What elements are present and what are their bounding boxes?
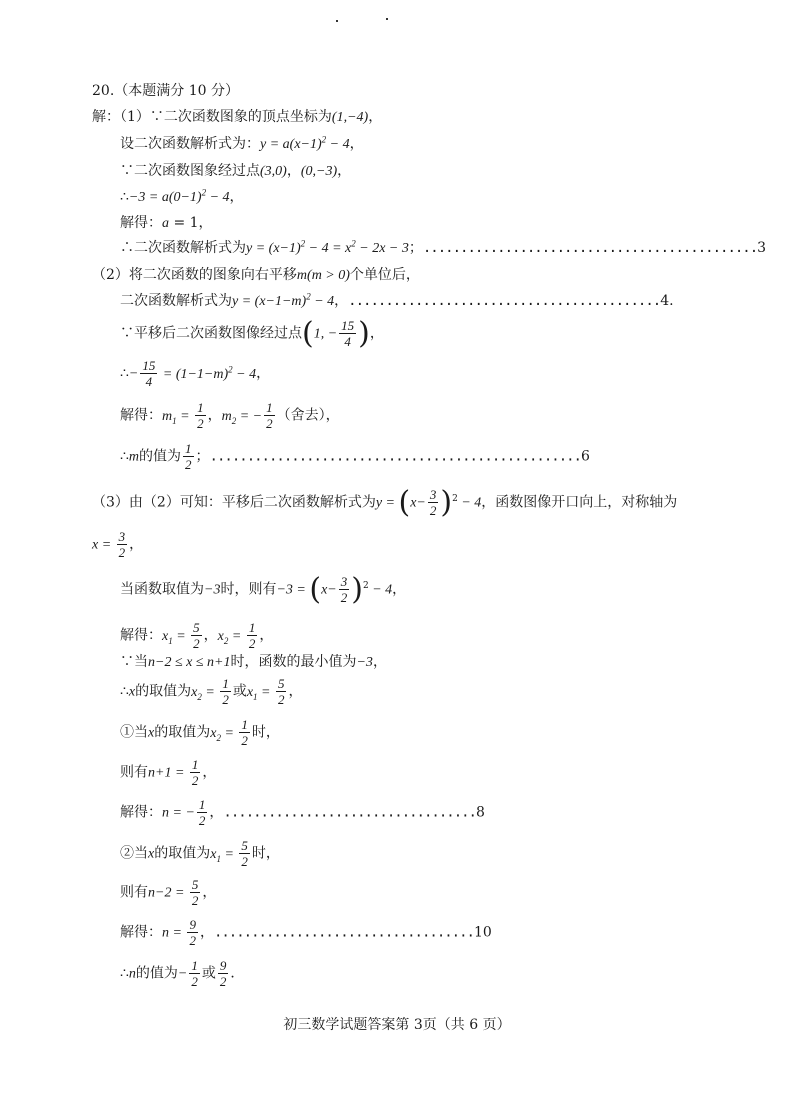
- solution-line: ①当x的取值为$x_2$ = $\frac{1}{2}$ 时，: [120, 717, 280, 748]
- solution-line: 二次函数解析式为$y = (x-1-m)^2 - 4$，..........................................4.: [120, 291, 674, 309]
- page-footer: 初三数学试题答案第 3页（共 6 页）: [283, 1017, 511, 1033]
- solution-line: ∵二次函数图象经过点(3,0)，(0,−3)，: [120, 163, 352, 179]
- solution-line: ∵平移后二次函数图像经过点(1, − $\frac{15}{4}$ )，: [120, 316, 384, 351]
- solution-label: 解：: [92, 109, 120, 125]
- problem-title: 20.（本题满分 10 分）: [92, 83, 239, 99]
- score-mark: 8: [475, 804, 485, 821]
- solution-line: ∴x的取值为$x_2$ = $\frac{1}{2}$ 或$x_1$ = $\frac{5}{2}$ ，: [120, 676, 303, 707]
- solution-line: 则有n−2 = $\frac{5}{2}$ ，: [120, 877, 217, 908]
- solution-line: （2）将二次函数的图象向右平移m(m > 0)个单位后，: [92, 267, 420, 283]
- solution-line: 当函数取值为−3时，则有−3 = (x− $\frac{3}{2}$ )$^2$ − 4，: [120, 572, 407, 607]
- solution-line: 解得：n = $\frac{9}{2}$ ，...................................10: [120, 917, 492, 948]
- score-mark: 10: [473, 924, 492, 941]
- solution-line: ∴−3 = $a(0-1)^2 - 4$，: [120, 187, 244, 205]
- solution-line: ∵当n−2 ≤ x ≤ n+1时，函数的最小值为−3，: [120, 654, 387, 670]
- solution-line: ∴二次函数解析式为$y = (x-1)^2 - 4 = x^2 - 2x - 3$；.............................................3: [120, 238, 767, 256]
- solution-line: （3）由（2）可知：平移后二次函数解析式为y = (x− $\frac{3}{2}$ )$^2$ − 4，函数图像开口向上，对称轴为: [92, 485, 678, 520]
- solution-line: 解得：$m_1$ = $\frac{1}{2}$ ，$m_2$ = − $\frac{1}{2}$ （舍去），: [120, 400, 340, 431]
- solution-line: ②当x的取值为$x_1$ = $\frac{5}{2}$ 时，: [120, 838, 280, 869]
- score-mark: 4.: [660, 293, 674, 309]
- solution-line: 则有n+1 = $\frac{1}{2}$ ，: [120, 757, 217, 788]
- solution-line: ∴m的值为 $\frac{1}{2}$ ；..................................................6: [120, 441, 590, 472]
- scan-speck: [386, 18, 388, 20]
- scan-speck: [336, 20, 338, 22]
- solution-line: 解：（1）∵二次函数图象的顶点坐标为(1,−4)，: [92, 109, 383, 125]
- solution-line: 解得：$x_1$ = $\frac{5}{2}$ ，$x_2$ = $\frac{1}{2}$ ，: [120, 620, 274, 651]
- score-mark: 6: [580, 448, 590, 465]
- score-mark: 3: [757, 240, 767, 256]
- solution-line: ∴− $\frac{15}{4}$ = $(1-1-m)^2 - 4$，: [120, 358, 271, 389]
- solution-line: ∴n的值为− $\frac{1}{2}$ 或 $\frac{9}{2}$ ．: [120, 958, 245, 989]
- solution-line: x = $\frac{3}{2}$ ，: [92, 529, 144, 560]
- solution-line: 解得：n = − $\frac{1}{2}$ ，..................................8: [120, 797, 485, 828]
- solution-line: 解得：a = 1，: [120, 215, 213, 231]
- solution-line: 设二次函数解析式为：$y = a(x-1)^2 - 4$，: [120, 134, 364, 152]
